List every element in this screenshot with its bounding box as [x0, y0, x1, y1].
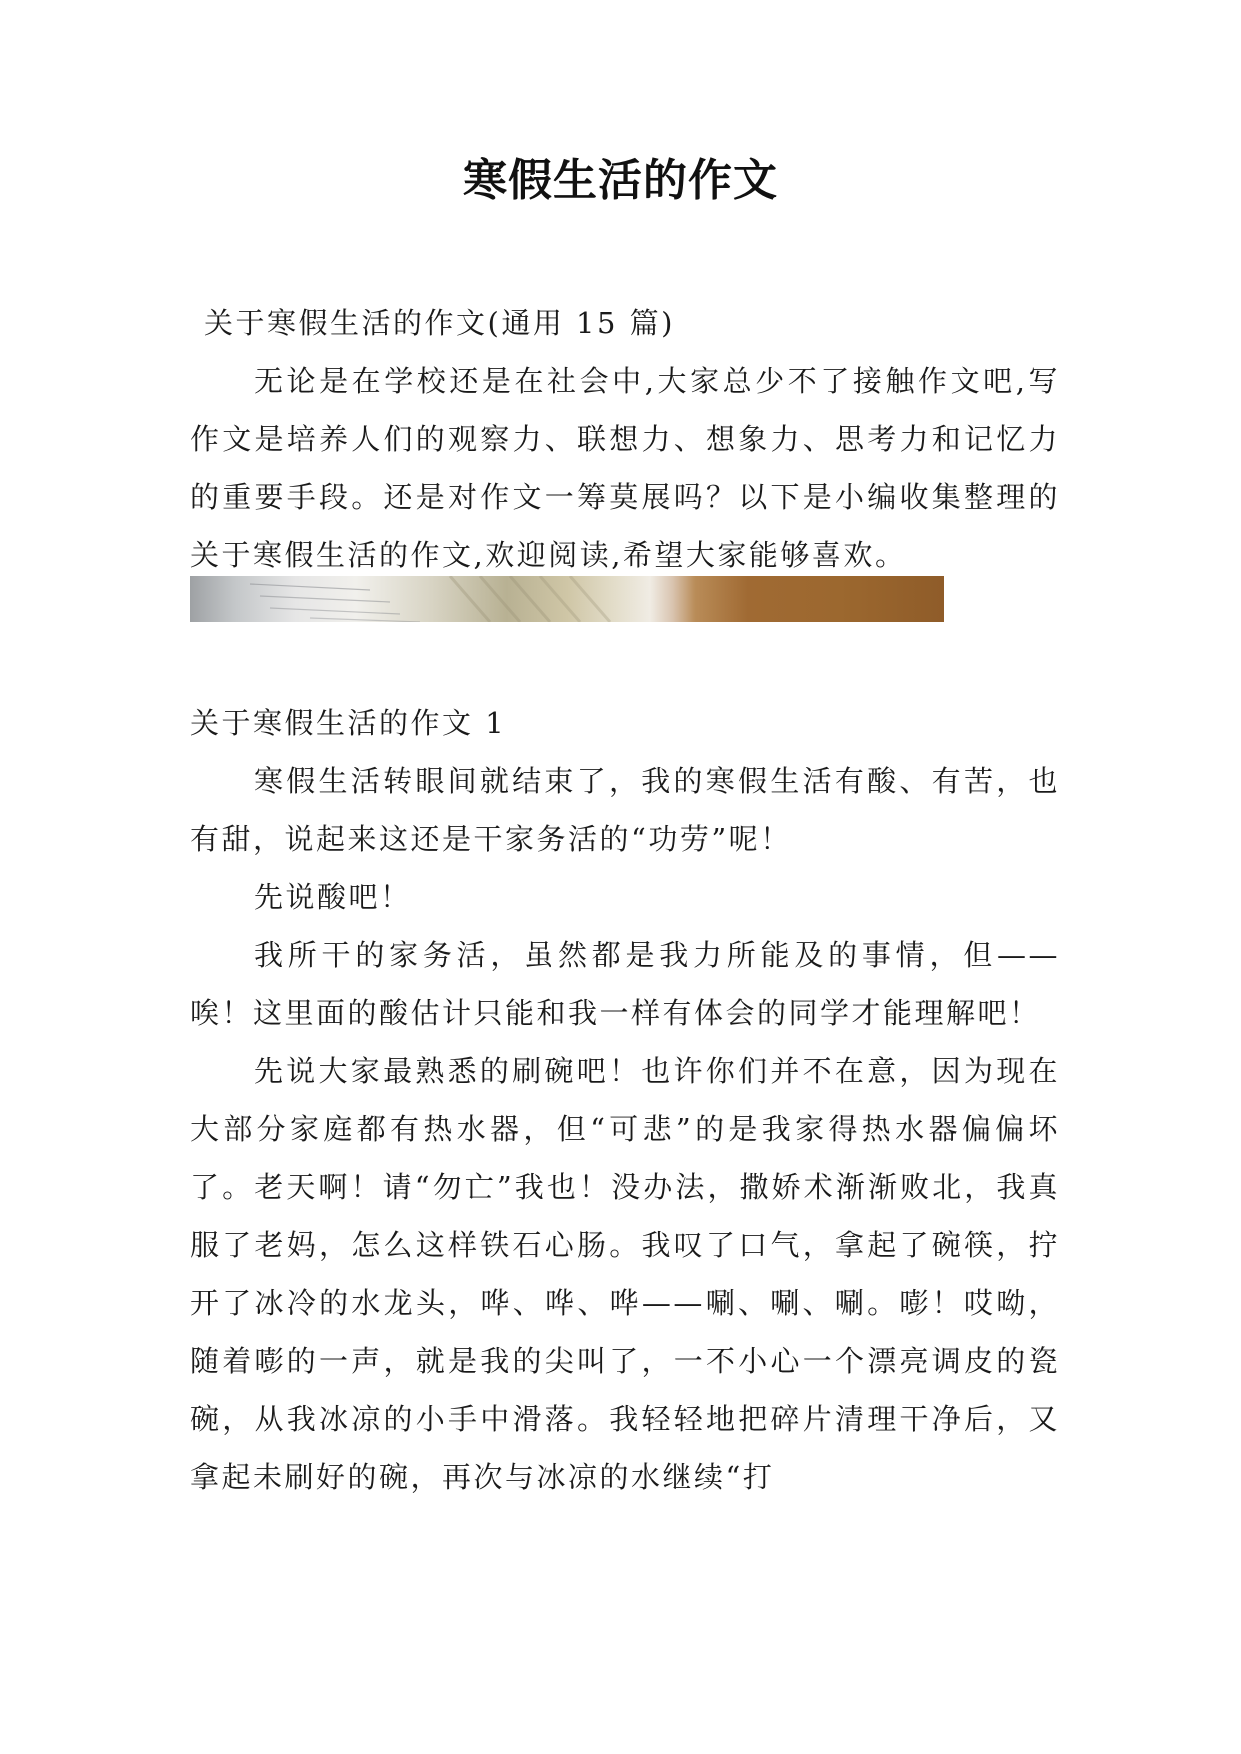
- intro-block: [190, 294, 1060, 584]
- section-title: 关于寒假生活的作文 1: [190, 706, 507, 740]
- essay-paragraph: 先说大家最熟悉的刷碗吧！也许你们并不在意，因为现在大部分家庭都有热水器，但“可悲”的是我家得热水器偏偏坏了。老天啊！请“勿亡”我也！没办法，撒娇术渐渐败北，我真服了老妈，怎么这样铁石心肠。我叹了口气，拿起了碗筷，拧开了冰冷的水龙头，哗、哗、哗——唰、唰、唰。嘭！哎呦，随着嘭的一声，就是我的尖叫了，一不小心一个漂亮调皮的瓷碗，从我冰凉的小手中滑落。我轻轻地把碎片清理干净后，又拿起未刷好的碗，再次与冰凉的水继续“打: [190, 1054, 1060, 1494]
- document-subtitle: 关于寒假生活的作文(通用 15 篇): [204, 306, 675, 340]
- page-title: 寒假生活的作文: [463, 155, 778, 206]
- photo-texture: [190, 576, 944, 622]
- essay-paragraph: 寒假生活转眼间就结束了，我的寒假生活有酸、有苦，也有甜，说起来这还是干家务活的“功劳”呢！: [190, 764, 1060, 856]
- cover-photo: [190, 576, 944, 622]
- essay-section-1: [190, 694, 1060, 1506]
- intro-paragraph: 无论是在学校还是在社会中,大家总少不了接触作文吧,写作文是培养人们的观察力、联想力、想象力、思考力和记忆力的重要手段。还是对作文一筹莫展吗？以下是小编收集整理的关于寒假生活的作文,欢迎阅读,希望大家能够喜欢。: [190, 364, 1060, 572]
- essay-paragraph: 先说酸吧！: [254, 880, 412, 914]
- essay-paragraph: 我所干的家务活，虽然都是我力所能及的事情，但——唉！这里面的酸估计只能和我一样有体会的同学才能理解吧！: [190, 938, 1060, 1030]
